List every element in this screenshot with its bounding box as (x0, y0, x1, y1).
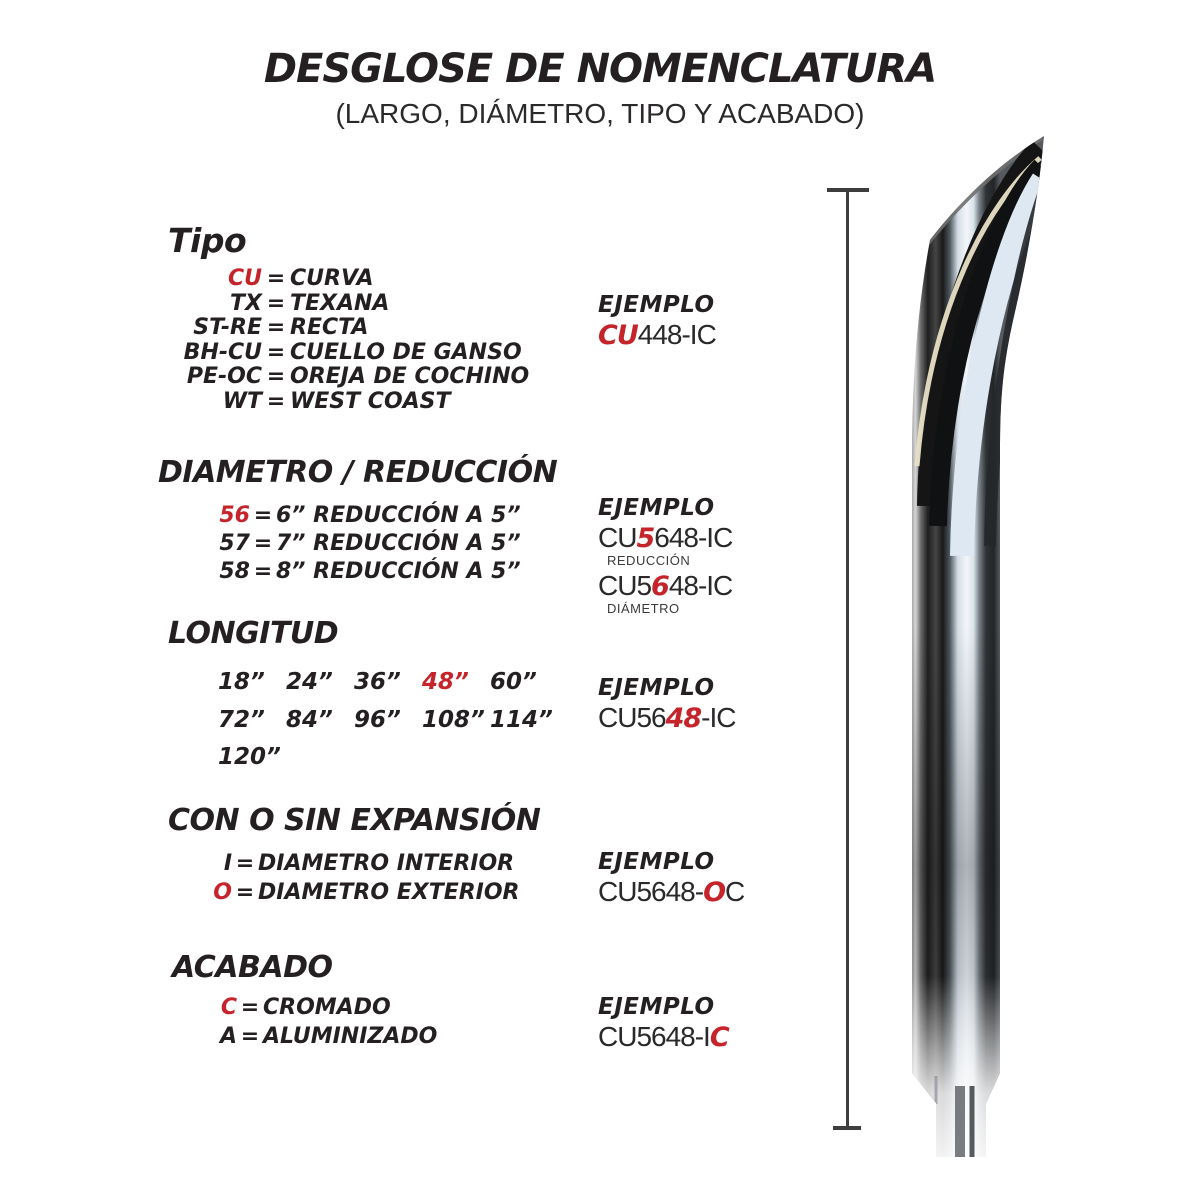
equals-sign: = (253, 531, 273, 556)
example-label: EJEMPLO (598, 849, 715, 875)
length-value: 24” (286, 669, 333, 695)
expansion-list (112, 849, 520, 907)
expansion-code: I (223, 851, 232, 876)
equals-sign: = (266, 339, 286, 365)
example-code (598, 320, 716, 351)
example-tipo (598, 292, 716, 351)
type-code: CU (227, 266, 262, 291)
diameter-code: 56 (219, 503, 250, 528)
length-value: 114” (490, 706, 553, 733)
code-part: CU5648- (598, 876, 704, 907)
example-code (598, 703, 736, 734)
type-value: RECTA (290, 315, 369, 341)
type-value: CUELLO DE GANSO (290, 339, 522, 365)
type-code: ST-RE (193, 315, 262, 341)
example-note-diametro: DIÁMETRO (607, 601, 680, 616)
acabado-row (117, 993, 437, 1022)
expansion-row (112, 878, 520, 907)
section-heading-tipo: Tipo (168, 221, 247, 260)
code-part: -IC (701, 702, 736, 733)
equals-sign: = (266, 290, 286, 316)
example-code (598, 877, 744, 908)
length-value: 18” (218, 669, 265, 695)
tipo-row (142, 292, 529, 317)
type-code: TX (230, 290, 262, 316)
example-code (598, 523, 732, 554)
code-part-highlight: 48 (665, 703, 702, 734)
code-part-highlight: 5 (636, 523, 655, 554)
length-value-highlight: 48” (422, 669, 469, 695)
type-value: CURVA (290, 266, 374, 291)
diameter-value: 7” REDUCCIÓN A 5” (276, 531, 521, 556)
type-value: OREJA DE COCHINO (290, 364, 530, 390)
tipo-list (142, 267, 529, 415)
finish-value: ALUMINIZADO (263, 1024, 438, 1049)
section-heading-acabado: ACABADO (172, 950, 333, 985)
equals-sign: = (253, 559, 273, 584)
code-part-highlight: CU (598, 320, 638, 351)
tipo-row (142, 365, 529, 390)
example-longitud (598, 675, 736, 734)
example-label: EJEMPLO (598, 495, 715, 521)
diameter-code: 57 (219, 531, 250, 556)
longitud-row (218, 739, 558, 777)
code-part-highlight: O (703, 877, 726, 908)
example-label: EJEMPLO (598, 675, 715, 701)
expansion-value: DIAMETRO INTERIOR (258, 851, 515, 876)
length-value: 120” (218, 744, 281, 770)
chrome-exhaust-stack-image (890, 126, 1060, 1171)
length-value: 108” (422, 706, 485, 733)
equals-sign: = (235, 880, 255, 905)
code-part: CU56 (598, 702, 666, 733)
code-part: 448-IC (637, 319, 716, 350)
type-code: BH-CU (183, 339, 262, 365)
length-value: 72” (218, 706, 265, 733)
tipo-row (142, 341, 529, 366)
diametro-row (130, 502, 521, 530)
diametro-row (130, 558, 521, 586)
diameter-code: 58 (219, 559, 250, 584)
equals-sign: = (266, 315, 286, 341)
equals-sign: = (240, 1024, 260, 1049)
example-code (598, 1022, 729, 1053)
expansion-row (112, 849, 520, 878)
page-title: DESGLOSE DE NOMENCLATURA (263, 46, 937, 92)
code-part: CU5 (598, 570, 652, 601)
code-part: CU (598, 522, 637, 553)
tipo-row (142, 390, 529, 415)
type-value: TEXANA (290, 290, 390, 316)
type-code: PE-OC (186, 364, 262, 390)
section-heading-expansion: CON O SIN EXPANSIÓN (168, 803, 541, 838)
finish-code: C (220, 995, 237, 1020)
equals-sign: = (266, 364, 286, 390)
type-value: WEST COAST (290, 388, 451, 414)
longitud-row (218, 702, 558, 740)
code-part: 48-IC (668, 570, 733, 601)
dimension-line (846, 190, 849, 1128)
tipo-row (142, 316, 529, 341)
tipo-row (142, 267, 529, 292)
section-heading-longitud: LONGITUD (168, 616, 339, 651)
length-value: 60” (490, 669, 537, 695)
equals-sign: = (266, 266, 286, 291)
expansion-code: O (213, 880, 232, 905)
diameter-value: 6” REDUCCIÓN A 5” (276, 503, 521, 528)
example-diametro (598, 495, 732, 619)
diametro-row (130, 530, 521, 558)
code-part-highlight: C (709, 1022, 729, 1053)
page-subtitle: (LARGO, DIÁMETRO, TIPO Y ACABADO) (335, 98, 865, 129)
length-value: 96” (354, 706, 401, 733)
code-part: CU5648-I (598, 1021, 710, 1052)
expansion-value: DIAMETRO EXTERIOR (258, 880, 520, 905)
example-code (598, 571, 732, 602)
longitud-grid (218, 664, 558, 777)
example-label: EJEMPLO (598, 994, 715, 1020)
example-note-reduccion: REDUCCIÓN (607, 553, 691, 568)
longitud-row (218, 664, 558, 702)
equals-sign: = (235, 851, 255, 876)
finish-value: CROMADO (263, 995, 391, 1020)
equals-sign: = (240, 995, 260, 1020)
diametro-list (130, 502, 521, 586)
code-part-highlight: 6 (651, 571, 669, 602)
finish-code: A (219, 1024, 237, 1049)
equals-sign: = (253, 503, 273, 528)
example-expansion (598, 849, 744, 908)
section-heading-diametro: DIAMETRO / REDUCCIÓN (158, 455, 558, 490)
equals-sign: = (266, 388, 286, 414)
code-part: 648-IC (654, 522, 733, 553)
length-value: 84” (286, 706, 333, 733)
dimension-line-bottom-cap (833, 1126, 861, 1130)
length-value: 36” (354, 669, 401, 695)
example-acabado (598, 994, 729, 1053)
diameter-value: 8” REDUCCIÓN A 5” (276, 559, 521, 584)
code-part: C (725, 876, 745, 907)
example-label: EJEMPLO (598, 292, 715, 318)
type-code: WT (222, 388, 262, 414)
acabado-row (117, 1022, 437, 1051)
acabado-list (117, 993, 437, 1051)
